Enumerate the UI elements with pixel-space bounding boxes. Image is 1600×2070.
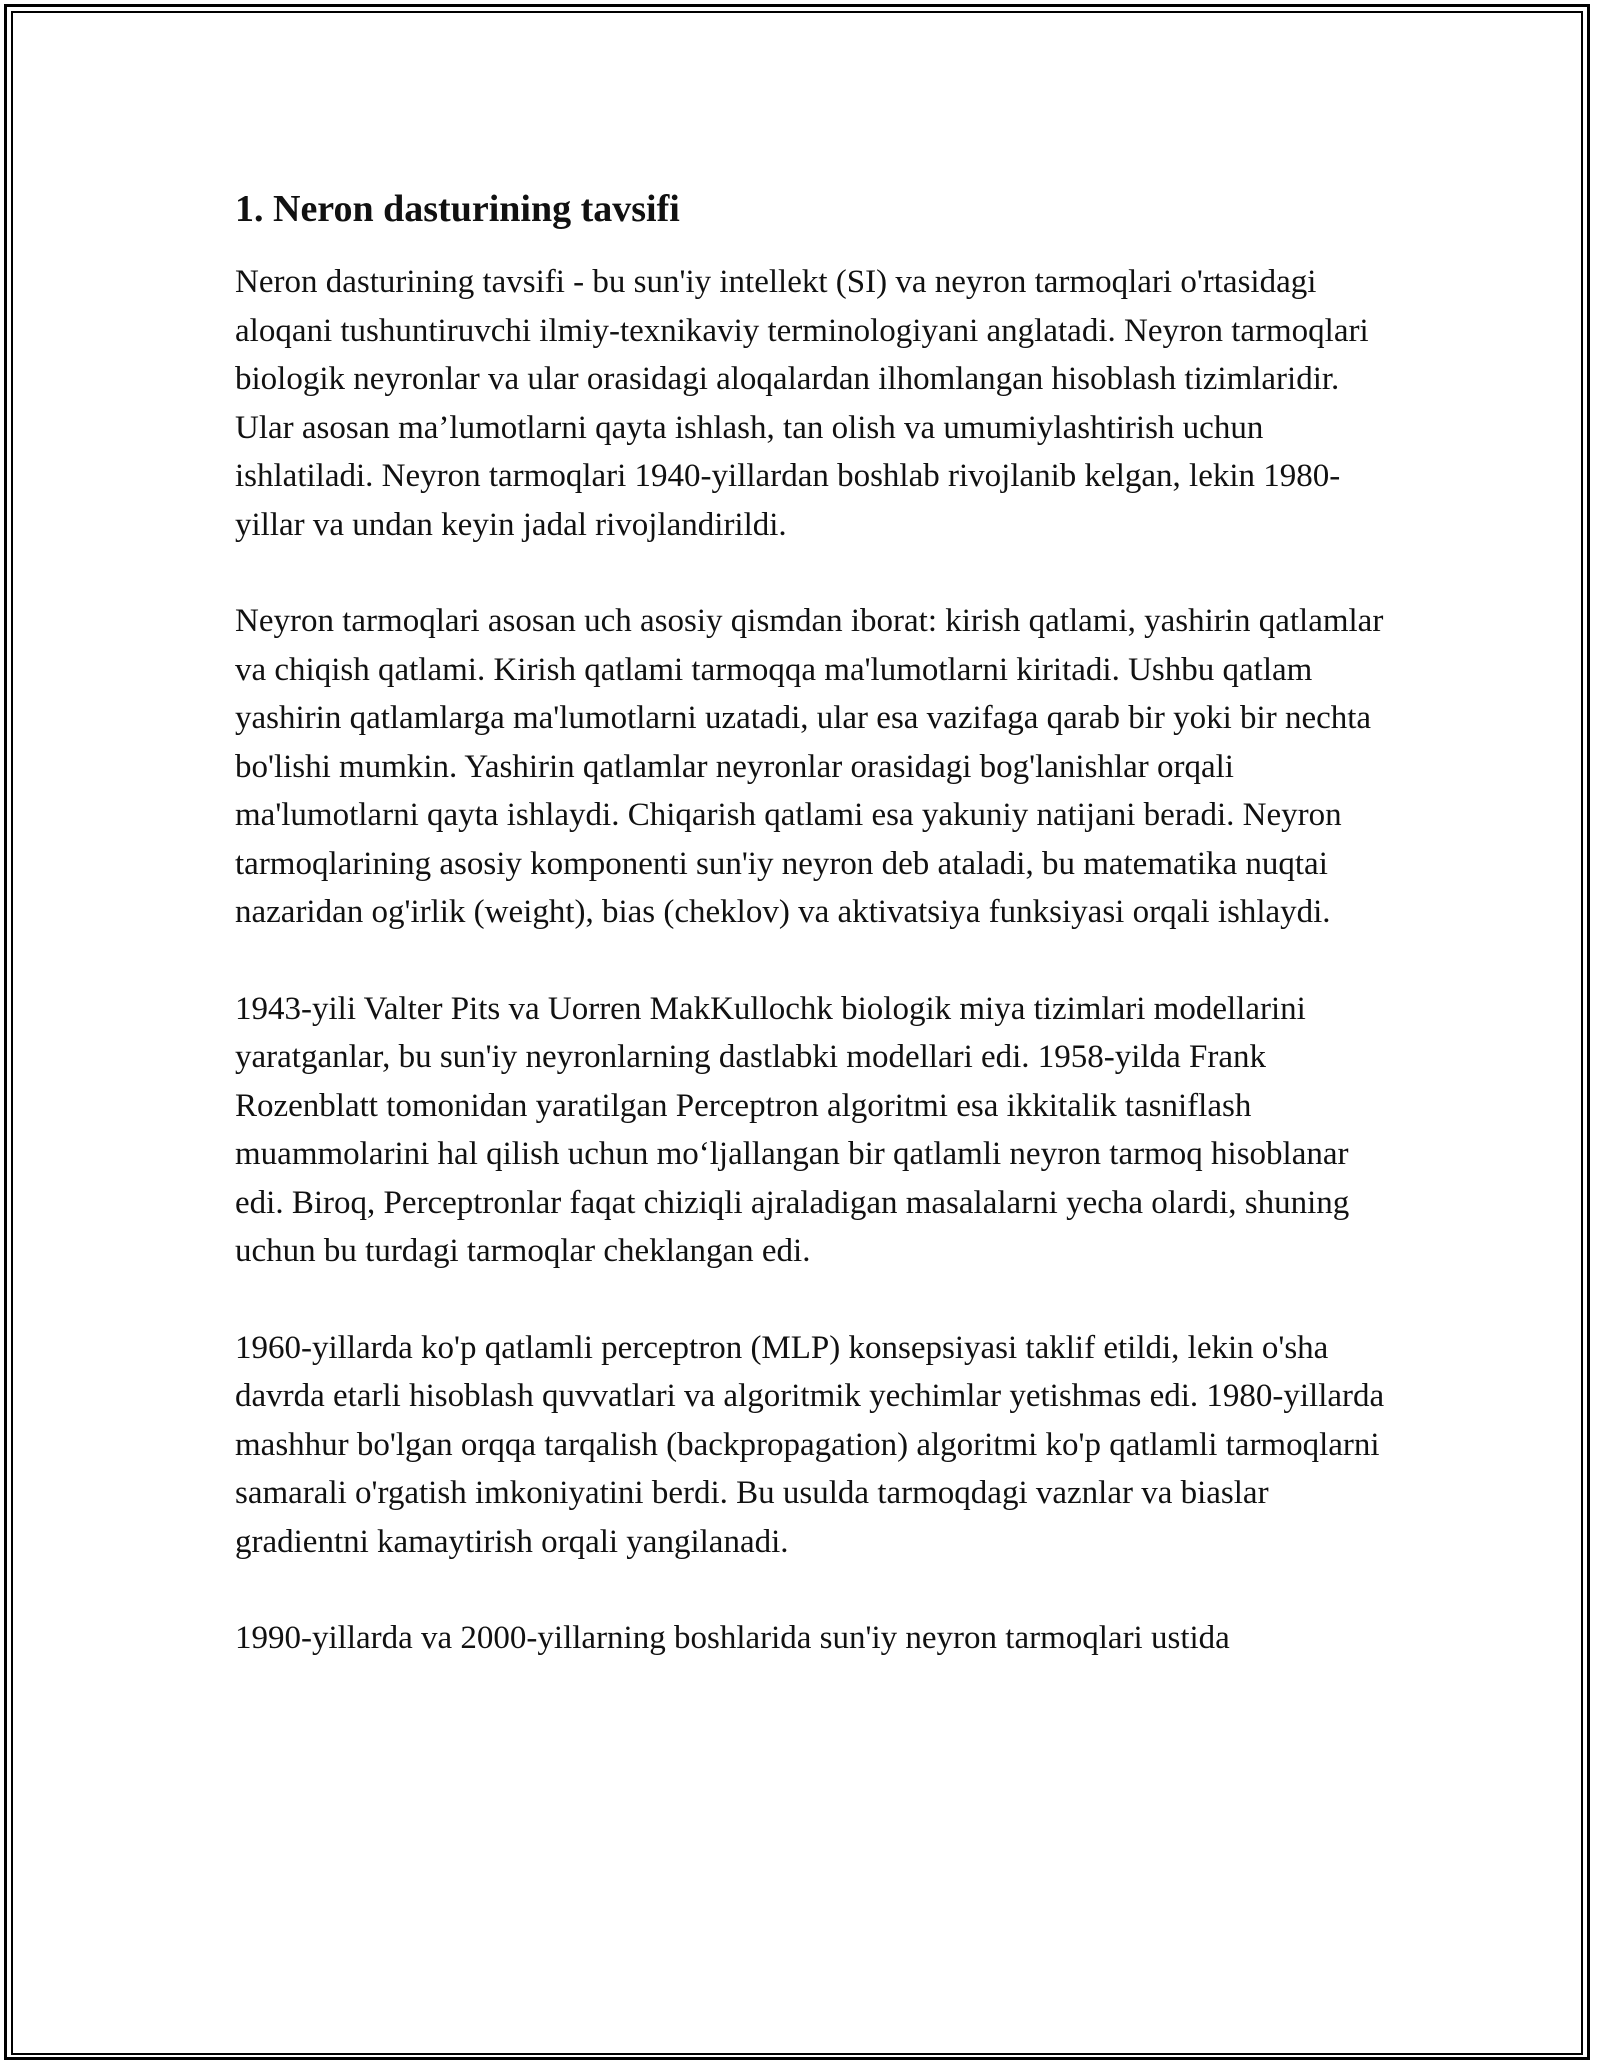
paragraph-history-1990s: 1990-yillarda va 2000-yillarning boshlarida sun'iy neyron tarmoqlari ustida	[235, 1620, 1230, 1656]
document-body	[235, 185, 1385, 1711]
paragraph-history-mlp: 1960-yillarda ko'p qatlamli perceptron (MLP) konsepsiyasi taklif etildi, lekin o'sha davrda etarli hisoblash quvvatlari va algoritmik yechimlar yetishmas edi. 1980-yillarda mashhur bo'lgan orqqa tarqalish (backpropagation) algoritmi ko'p qatlamli tarmoqlarni samarali o'rgatish imkoniyatini berdi. Bu usulda tarmoqdagi vaznlar va biaslar gradientni kamaytirish orqali yangilanadi.	[235, 1329, 1385, 1560]
paragraph-intro: Neron dasturining tavsifi - bu sun'iy intellekt (SI) va neyron tarmoqlari o'rtasidagi aloqani tushuntiruvchi ilmiy-texnikaviy terminologiyani anglatadi. Neyron tarmoqlari biologik neyronlar va ular orasidagi aloqalardan ilhomlangan hisoblash tizimlaridir. Ular asosan ma’lumotlarni qayta ishlash, tan olish va umumiylashtirish uchun ishlatiladi. Neyron tarmoqlari 1940-yillardan boshlab rivojlanib kelgan, lekin 1980-yillar va undan keyin jadal rivojlandirildi.	[235, 264, 1369, 543]
section-heading: 1. Neron dasturining tavsifi	[235, 188, 680, 230]
paragraph-layers: Neyron tarmoqlari asosan uch asosiy qismdan iborat: kirish qatlami, yashirin qatlamlar va chiqish qatlami. Kirish qatlami tarmoqqa ma'lumotlarni kiritadi. Ushbu qatlam yashirin qatlamlarga ma'lumotlarni uzatadi, ular esa vazifaga qarab bir yoki bir nechta bo'lishi mumkin. Yashirin qatlamlar neyronlar orasidagi bog'lanishlar orqali ma'lumotlarni qayta ishlaydi. Chiqarish qatlami esa yakuniy natijani beradi. Neyron tarmoqlarining asosiy komponenti sun'iy neyron deb ataladi, bu matematika nuqtai nazaridan og'irlik (weight), bias (cheklov) va aktivatsiya funksiyasi orqali ishlaydi.	[235, 603, 1384, 930]
paragraph-history-early: 1943-yili Valter Pits va Uorren MakKullochk biologik miya tizimlari modellarini yaratganlar, bu sun'iy neyronlarning dastlabki modellari edi. 1958-yilda Frank Rozenblatt tomonidan yaratilgan Perceptron algoritmi esa ikkitalik tasniflash muammolarini hal qilish uchun mo‘ljallangan bir qatlamli neyron tarmoq hisoblanar edi. Biroq, Perceptronlar faqat chiziqli ajraladigan masalalarni yecha olardi, shuning uchun bu turdagi tarmoqlar cheklangan edi.	[235, 990, 1350, 1269]
